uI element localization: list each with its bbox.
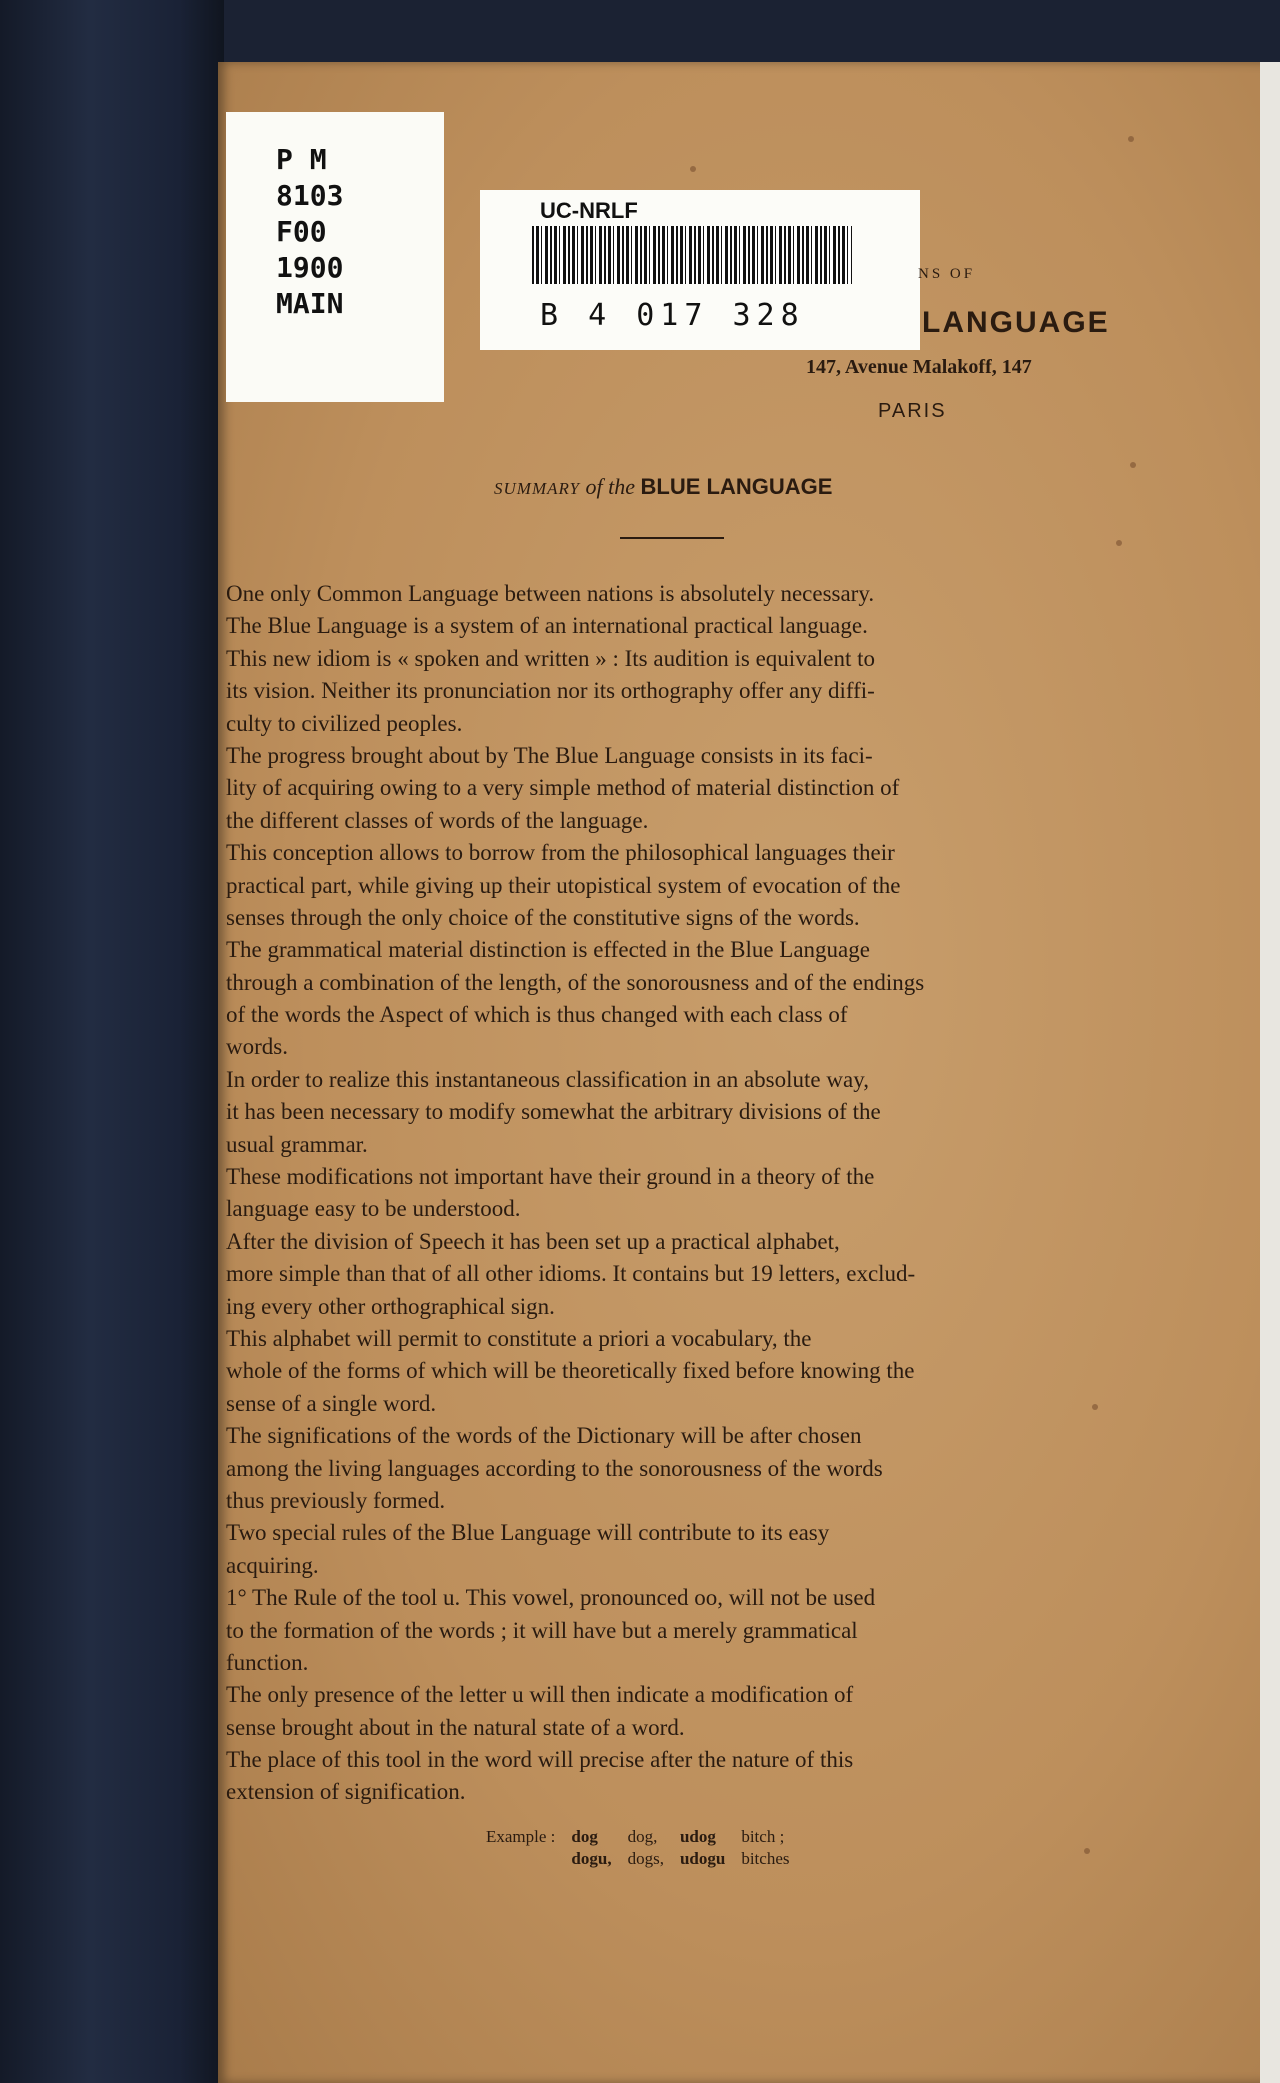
header-city: PARIS [878, 400, 947, 422]
example-gloss: dogs, [627, 1849, 664, 1868]
text-line: This new idiom is « spoken and written » : Its audition is equivalent to [226, 645, 876, 671]
summary-of: of the [585, 474, 636, 499]
library-code: UC-NRLF [540, 198, 638, 223]
barcode-number: B 4 017 328 [540, 298, 805, 333]
example-gloss: bitch ; [741, 1827, 785, 1846]
text-line: language easy to be understood. [226, 1196, 521, 1222]
text-line: Two special rules of the Blue Language will contribute to its easy [226, 1520, 830, 1546]
example-word: dogu, [571, 1849, 612, 1868]
text-line: The progress brought about by The Blue Language consists in its faci- [226, 742, 873, 768]
text-line: through a combination of the length, of the sonorousness and of the endings [226, 969, 925, 995]
text-line: This conception allows to borrow from the philosophical languages their [226, 840, 895, 866]
text-line: lity of acquiring owing to a very simple method of material distinction of [226, 775, 900, 801]
text-line: usual grammar. [226, 1131, 368, 1157]
text-line: The significations of the words of the Dictionary will be after chosen [226, 1423, 862, 1449]
text-line: to the formation of the words ; it will have but a merely grammatical [226, 1617, 858, 1643]
call-line: P M [276, 143, 327, 176]
text-line: In order to realize this instantaneous classification in an absolute way, [226, 1066, 869, 1092]
foxing-spot [1092, 1404, 1098, 1410]
book-spine [0, 0, 224, 2083]
example-word: dog [571, 1827, 598, 1846]
summary-heading [494, 474, 832, 500]
call-line: 8103 [276, 179, 344, 212]
text-line: ing every other orthographical sign. [226, 1293, 555, 1319]
example-gloss: bitches [741, 1849, 790, 1868]
text-line: culty to civilized peoples. [226, 710, 463, 736]
text-line: sense brought about in the natural state of a word. [226, 1714, 685, 1740]
example-word: udogu [679, 1849, 726, 1868]
body-text [226, 578, 1164, 1809]
text-line: The grammatical material distinction is effected in the Blue Language [226, 937, 870, 963]
text-line: After the division of Speech it has been set up a practical alphabet, [226, 1228, 840, 1254]
text-line: more simple than that of all other idioms. It contains but 19 letters, exclud- [226, 1261, 916, 1287]
call-line: MAIN [276, 287, 344, 320]
text-line: thus previously formed. [226, 1487, 446, 1513]
text-line: The Blue Language is a system of an international practical language. [226, 613, 868, 639]
example-label: Example : [486, 1827, 556, 1846]
barcode-icon [532, 226, 852, 284]
text-line: words. [226, 1034, 288, 1060]
text-line: function. [226, 1649, 309, 1675]
foxing-spot [1084, 1848, 1090, 1854]
barcode-label [480, 190, 920, 350]
text-line: sense of a single word. [226, 1390, 437, 1416]
text-line: extension of signification. [226, 1779, 466, 1805]
text-line: it has been necessary to modify somewhat the arbitrary divisions of the [226, 1099, 881, 1125]
page-edge [1260, 62, 1280, 2083]
foxing-spot [1130, 462, 1136, 468]
call-line: 1900 [276, 251, 344, 284]
text-line: The place of this tool in the word will precise after the nature of this [226, 1747, 854, 1773]
text-line: These modifications not important have their ground in a theory of the [226, 1164, 875, 1190]
summary-lead: SUMMARY [494, 479, 581, 498]
call-line: F00 [276, 215, 327, 248]
header-address: 147, Avenue Malakoff, 147 [806, 356, 1032, 378]
call-number-label [226, 112, 444, 402]
foxing-spot [1128, 136, 1134, 142]
header-fragment: NS OF [918, 266, 976, 282]
text-line: among the living languages according to the sonorousness of the words [226, 1455, 883, 1481]
text-line: the different classes of words of the language. [226, 807, 649, 833]
text-line: acquiring. [226, 1552, 319, 1578]
header-title: LANGUAGE [922, 306, 1110, 339]
text-line: its vision. Neither its pronunciation nor its orthography offer any diffi- [226, 678, 875, 704]
text-line: whole of the forms of which will be theoretically fixed before knowing the [226, 1358, 915, 1384]
example-gloss: dog, [627, 1827, 658, 1846]
example-block [478, 1826, 797, 1870]
text-line: of the words the Aspect of which is thus changed with each class of [226, 1002, 848, 1028]
text-line: 1° The Rule of the tool u. This vowel, pronounced oo, will not be used [226, 1585, 876, 1611]
text-line: The only presence of the letter u will then indicate a modification of [226, 1682, 854, 1708]
text-line: This alphabet will permit to constitute a priori a vocabulary, the [226, 1325, 812, 1351]
text-line: One only Common Language between nations is absolutely necessary. [226, 581, 875, 606]
text-line: practical part, while giving up their utopistical system of evocation of the [226, 872, 901, 898]
text-line: senses through the only choice of the constitutive signs of the words. [226, 904, 860, 930]
example-word: udog [679, 1827, 716, 1846]
divider [620, 537, 724, 539]
foxing-spot [1116, 540, 1122, 546]
foxing-spot [690, 166, 696, 172]
summary-subject: BLUE LANGUAGE [640, 474, 833, 499]
